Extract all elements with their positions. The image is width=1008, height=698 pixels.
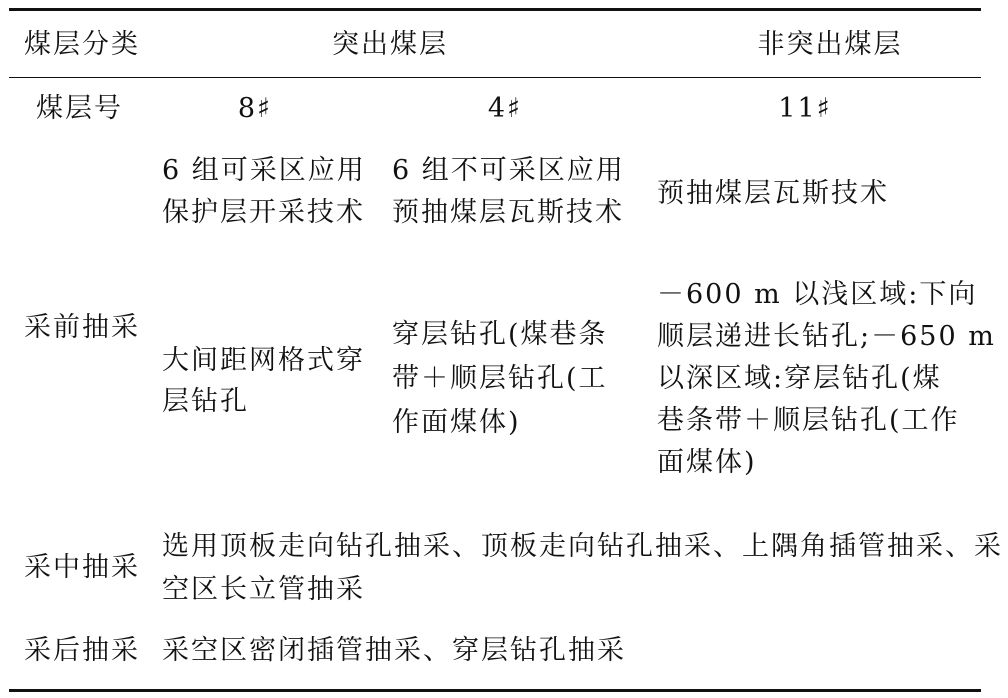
seam4-method-line1: 穿层钻孔(煤巷条	[392, 319, 608, 350]
seam-number-label: 煤层号	[36, 93, 123, 124]
table-header-rule	[9, 77, 981, 78]
post-mining-method: 采空区密闭插管抽采、穿层钻孔抽采	[162, 635, 626, 666]
seam11-method-line2: 顺层递进长钻孔;－650 m	[657, 321, 996, 352]
table-top-rule	[9, 8, 981, 11]
seam8-tech-line2: 保护层开采技术	[162, 197, 365, 228]
header-outburst-seam: 突出煤层	[332, 29, 448, 60]
seam8-method-line1: 大间距网格式穿	[162, 345, 365, 376]
seam4-tech-line2: 预抽煤层瓦斯技术	[392, 197, 624, 228]
during-mining-label: 采中抽采	[24, 552, 140, 583]
seam-8: 8♯	[237, 93, 273, 124]
header-seam-class: 煤层分类	[24, 29, 140, 60]
seam4-method-line2: 带＋顺层钻孔(工	[392, 363, 608, 394]
during-mining-line1: 选用顶板走向钻孔抽采、顶板走向钻孔抽采、上隅角插管抽采、采	[162, 531, 1003, 562]
seam-11: 11♯	[778, 93, 832, 124]
seam8-tech-line1: 6 组可采区应用	[162, 155, 366, 186]
seam4-method-line3: 作面煤体)	[392, 407, 521, 438]
seam11-method-line3: 以深区域:穿层钻孔(煤	[657, 363, 942, 394]
seam8-method-line2: 层钻孔	[162, 386, 249, 417]
table-bottom-rule	[9, 689, 981, 692]
seam4-tech-line1: 6 组不可采区应用	[392, 155, 625, 186]
seam-4: 4♯	[487, 93, 523, 124]
seam11-tech-line1: 预抽煤层瓦斯技术	[657, 178, 889, 209]
seam11-method-line5: 面煤体)	[657, 447, 757, 478]
pre-mining-label: 采前抽采	[24, 312, 140, 343]
post-mining-label: 采后抽采	[24, 635, 140, 666]
seam11-method-line4: 巷条带＋顺层钻孔(工作	[657, 405, 960, 436]
seam11-method-line1: －600 m 以浅区域:下向	[657, 279, 978, 310]
header-non-outburst-seam: 非突出煤层	[757, 29, 903, 60]
during-mining-line2: 空区长立管抽采	[162, 574, 365, 605]
